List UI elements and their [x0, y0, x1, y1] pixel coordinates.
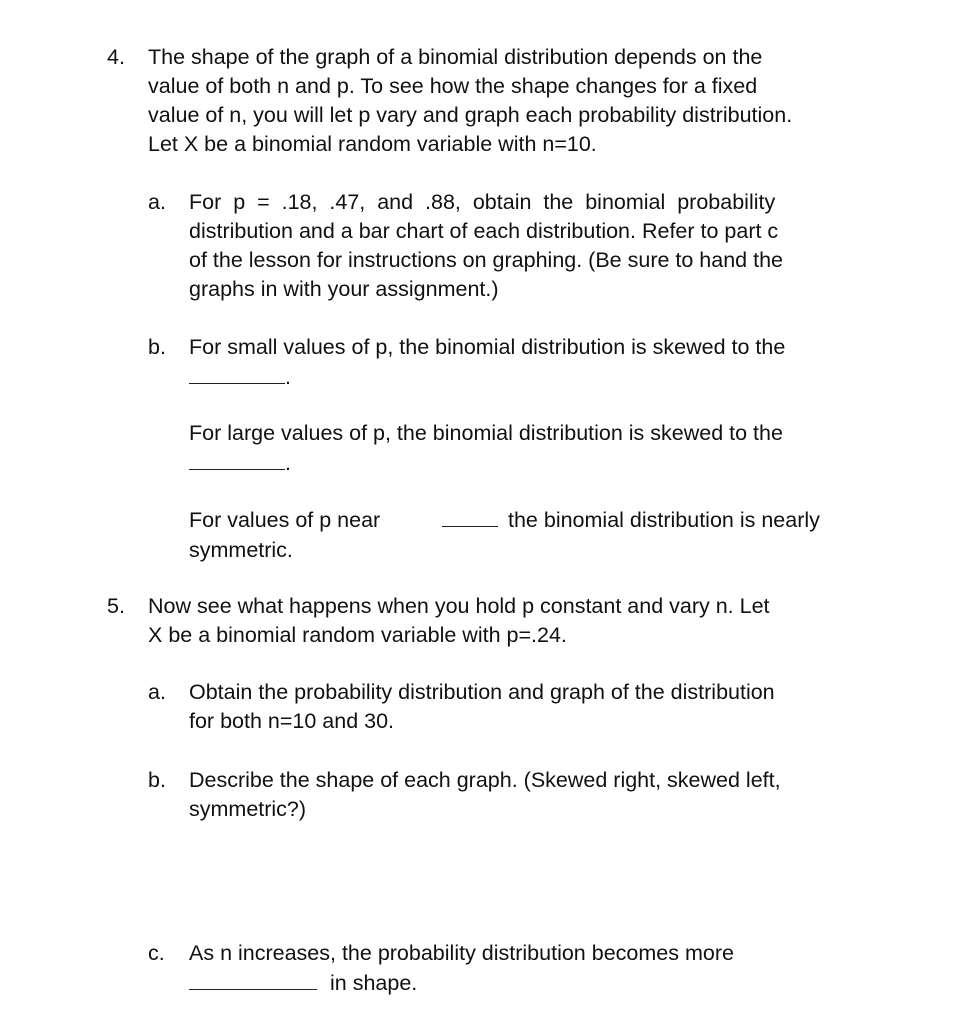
q4a-text [189, 188, 889, 304]
period: . [285, 365, 291, 389]
q4b-near-p-cont: symmetric. [189, 538, 293, 562]
q4-stem-line: The shape of the graph of a binomial distribution depends on the [148, 45, 763, 69]
q4b-near-p-end: the binomial distribution is nearly [508, 508, 820, 532]
blank-line[interactable] [189, 469, 285, 470]
q4-number: 4. [107, 45, 125, 69]
q5a-line: Obtain the probability distribution and graph of the distribution [189, 680, 775, 704]
q5a-label: a. [148, 680, 166, 704]
blank-line[interactable] [442, 526, 498, 527]
q4b-answer-blank-2[interactable] [189, 449, 291, 478]
q4b-label: b. [148, 335, 166, 359]
q5b-line: Describe the shape of each graph. (Skewed right, skewed left, [189, 768, 781, 792]
q4-stem-line: value of both n and p. To see how the shape changes for a fixed [148, 74, 758, 98]
q4b-near-p-start: For values of p near [189, 508, 381, 532]
period: . [285, 451, 291, 475]
q5b-text [189, 766, 781, 824]
q5-stem-line: X be a binomial random variable with p=.24. [148, 623, 567, 647]
q4a-label: a. [148, 190, 166, 214]
q5-stem-line: Now see what happens when you hold p constant and vary n. Let [148, 594, 770, 618]
q5c-label: c. [148, 941, 165, 965]
blank-line[interactable] [189, 383, 285, 384]
q4b-answer-blank-1[interactable] [189, 363, 291, 392]
q5a-text [189, 678, 775, 736]
q5b-line: symmetric?) [189, 797, 307, 821]
q4a-line: For p = .18, .47, and .88, obtain the binomial probability [189, 190, 776, 214]
q5b-label: b. [148, 768, 166, 792]
blank-line[interactable] [189, 989, 317, 990]
q4-stem-line: Let X be a binomial random variable with n=10. [148, 132, 597, 156]
q5c-answer-blank[interactable] [189, 969, 317, 998]
q5c-line1: As n increases, the probability distribution becomes more [189, 941, 734, 965]
q4a-line: of the lesson for instructions on graphing. (Be sure to hand the [189, 248, 784, 272]
q4b-small-p: For small values of p, the binomial distribution is skewed to the [189, 335, 786, 359]
q5-number: 5. [107, 594, 125, 618]
q4-stem [148, 43, 890, 159]
q4-stem-line: value of n, you will let p vary and graph each probability distribution. [148, 103, 793, 127]
q5-stem [148, 592, 770, 650]
q4a-line: graphs in with your assignment.) [189, 277, 499, 301]
q5c-line2: in shape. [330, 971, 418, 995]
q4b-large-p: For large values of p, the binomial distribution is skewed to the [189, 421, 783, 445]
q4a-line: distribution and a bar chart of each distribution. Refer to part c [189, 219, 779, 243]
q5a-line: for both n=10 and 30. [189, 709, 395, 733]
q4b-answer-blank-3[interactable] [442, 506, 498, 535]
